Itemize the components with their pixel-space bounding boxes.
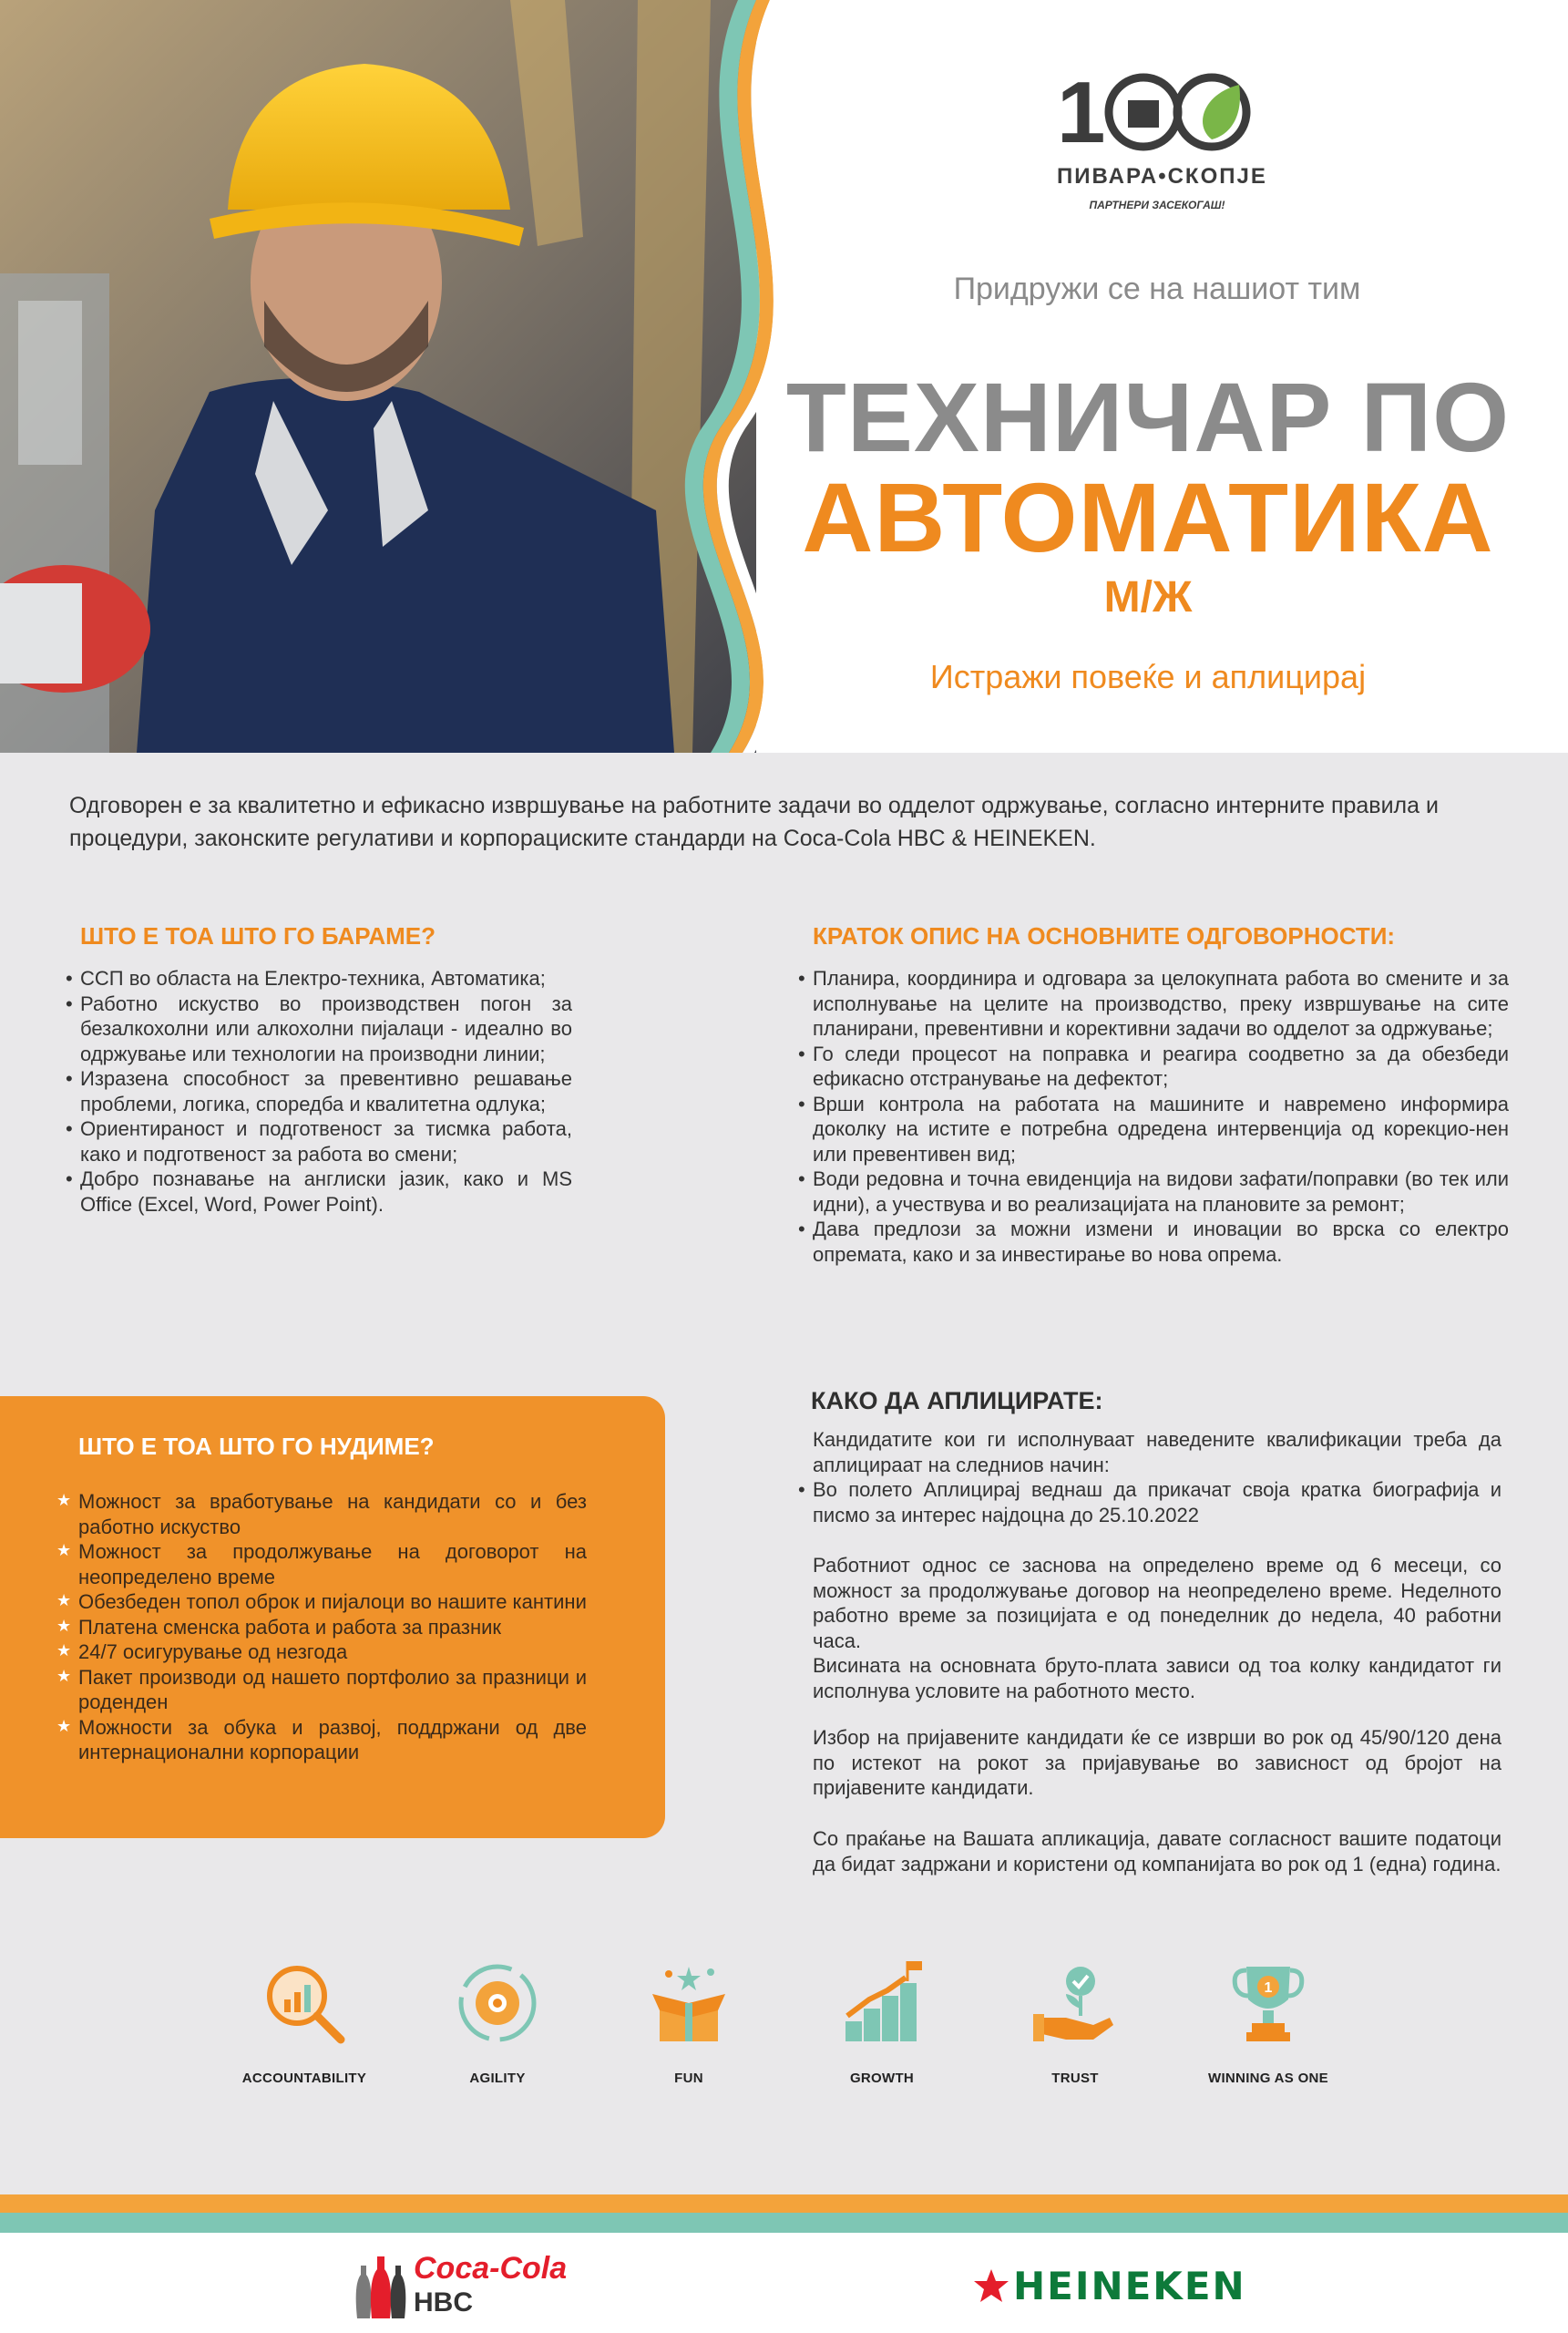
heineken-name: HEINEKEN [1013, 2264, 1246, 2308]
intro-paragraph: Одговорен е за квалитетно и ефикасно извршување на работните задачи во одделот одржување, согласно интерните правила и процедури, законските регулативи и корпорациските стандарди на Coca-Cola HBC & HEINEKEN. [69, 793, 1439, 851]
responsibilities-list [798, 966, 1509, 1267]
list-item: • Добро познавање на англиски јазик, како и MS Office (Excel, Word, Power Point). [66, 1166, 572, 1217]
list-item: ★ Можности за обука и развој, поддржани од две интернационални корпорации [56, 1715, 587, 1765]
value-winning-as-one [1177, 1958, 1359, 2094]
value-label: TRUST [1051, 2071, 1099, 2086]
offer-heading: ШТО Е ТОА ШТО ГО НУДИМЕ? [78, 1433, 435, 1460]
logo-100-mark [1057, 62, 1257, 153]
list-item: • Го следи процесот на поправка и реагира соодветно за да обезбеди ефикасно отстранување на дефектот; [798, 1042, 1509, 1092]
value-label: ACCOUNTABILITY [241, 2071, 367, 2086]
value-label: FUN [674, 2071, 703, 2086]
value-agility [406, 1958, 589, 2094]
list-item: ★ 24/7 осигурување од незгода [56, 1639, 587, 1665]
apply-intro: Кандидатите кои ги исполнуваат наведените квалификации треба да аплицираат на следниов начин: [813, 1428, 1501, 1476]
list-item: • Дава предлози за можни измени и иновации во врска со електро опремата, како и за инвестирање во нова опрема. [798, 1217, 1509, 1267]
value-fun [598, 1958, 780, 2094]
magnifier-chart-icon [259, 1958, 350, 2049]
list-item: • Води редовна и точна евиденција на видови зафати/поправки (во тек или идни), а учествува и во реализацијата на плановите за ремонт; [798, 1166, 1509, 1217]
list-item: • Врши контрола на работата на машините и навремено информира доколку на истите е потребна одредена интервенција од корекцио-нен или превентивен вид; [798, 1092, 1509, 1167]
value-label: WINNING AS ONE [1208, 2071, 1328, 2086]
gender-label: М/Ж [1103, 573, 1193, 622]
explore-apply-link[interactable]: Истражи повеќе и аплицирај [929, 658, 1367, 695]
hero-section [0, 0, 1568, 753]
footer [0, 2233, 1568, 2333]
heineken-logo [973, 2258, 1246, 2313]
svg-text:1: 1 [1057, 64, 1106, 153]
apply-consent-text: Со праќање на Вашата апликација, давате согласност вашите податоци да бидат задржани и користени од компанијата во рок од 1 (една) година. [813, 1827, 1501, 1876]
gear-cycle-icon [452, 1958, 543, 2049]
list-item: • ССП во областа на Електро-техника, Автоматика; [66, 966, 572, 992]
job-title-line2: АВТОМАТИКА [802, 462, 1494, 572]
coca-cola-hbc: HBC [414, 2287, 473, 2318]
pivara-skopje-logo [1057, 62, 1267, 217]
coca-cola-hbc-logo [354, 2247, 590, 2320]
growth-stairs-icon [836, 1958, 927, 2049]
apply-salary-text: Висината на основната бруто-плата зависи од тоа колку кандидатот ги исполнува условите на работното место. [813, 1654, 1501, 1702]
value-trust [984, 1958, 1166, 2094]
requirements-heading: ШТО Е ТОА ШТО ГО БАРАМЕ? [80, 922, 436, 950]
gift-box-icon [643, 1958, 734, 2049]
logo-slogan: ПАРТНЕРИ ЗАСЕКОГАШ! [1089, 199, 1225, 211]
apply-heading: КАКО ДА АПЛИЦИРАТЕ: [811, 1387, 1103, 1414]
list-item: ★ Пакет производи од нашето портфолио за празници и роденден [56, 1665, 587, 1715]
footer-stripe-teal [0, 2213, 1568, 2233]
red-star-icon [973, 2267, 1009, 2304]
bottles-icon [354, 2247, 408, 2320]
list-item: ★ Обезбеден топол оброк и пијалоци во нашите кантини [56, 1589, 587, 1615]
coca-cola-name: Coca-Cola [414, 2251, 568, 2286]
tagline: Придружи се на нашиот тим [953, 272, 1361, 306]
apply-contract-text: Работниот однос се заснова на определено време од 6 месеци, со можност за продолжување договор на неопределено време. Неделното работно време за позицијата е од понеделник до недела, 40 работни часа. [813, 1554, 1501, 1652]
value-label: GROWTH [849, 2071, 915, 2086]
requirements-list [66, 966, 572, 1217]
trophy-icon [1223, 1958, 1314, 2049]
list-item: ★ Можност за вработување на кандидати со и без работно искуство [56, 1489, 587, 1539]
job-title-line1: ТЕХНИЧАР ПО [785, 362, 1511, 472]
value-label: AGILITY [469, 2071, 526, 2086]
hand-plant-icon [1030, 1958, 1121, 2049]
offer-list [56, 1489, 587, 1765]
value-growth [791, 1958, 973, 2094]
apply-bullet: • Во полето Аплицирај веднаш да прикачат своја кратка биографија и писмо за интерес најдоцна до 25.10.2022 [798, 1477, 1501, 1527]
svg-text:1: 1 [1264, 1980, 1273, 1996]
list-item: ★ Можност за продолжување на договорот на неопределено време [56, 1539, 587, 1589]
list-item: • Ориентираност и подготвеност за тисмка работа, како и подготвеност за работа во смени; [66, 1116, 572, 1166]
value-accountability [213, 1958, 395, 2094]
logo-name: ПИВАРА•СКОПЈЕ [1057, 164, 1267, 189]
list-item: • Планира, координира и одговара за целокупната работа во смените и за исполнување на целите на производство, преку извршување на сите планирани, превентивни и корективни задачи во одделот за одржување; [798, 966, 1509, 1042]
apply-selection-text: Избор на пријавените кандидати ќе се изврши во рок од 45/90/120 дена по истекот на рокот за пријавување во зависност од бројот на пријавените кандидати. [813, 1726, 1501, 1799]
list-item: ★ Платена сменска работа и работа за празник [56, 1615, 587, 1640]
list-item: • Работно искуство во производствен погон за безалкохолни или алкохолни пијалаци - идеално во одржување или технологии на производни линии; [66, 992, 572, 1067]
list-item: • Изразена способност за превентивно решавање проблеми, логика, споредба и квалитетна одлука; [66, 1066, 572, 1116]
responsibilities-heading: КРАТОК ОПИС НА ОСНОВНИТЕ ОДГОВОРНОСТИ: [813, 922, 1396, 950]
